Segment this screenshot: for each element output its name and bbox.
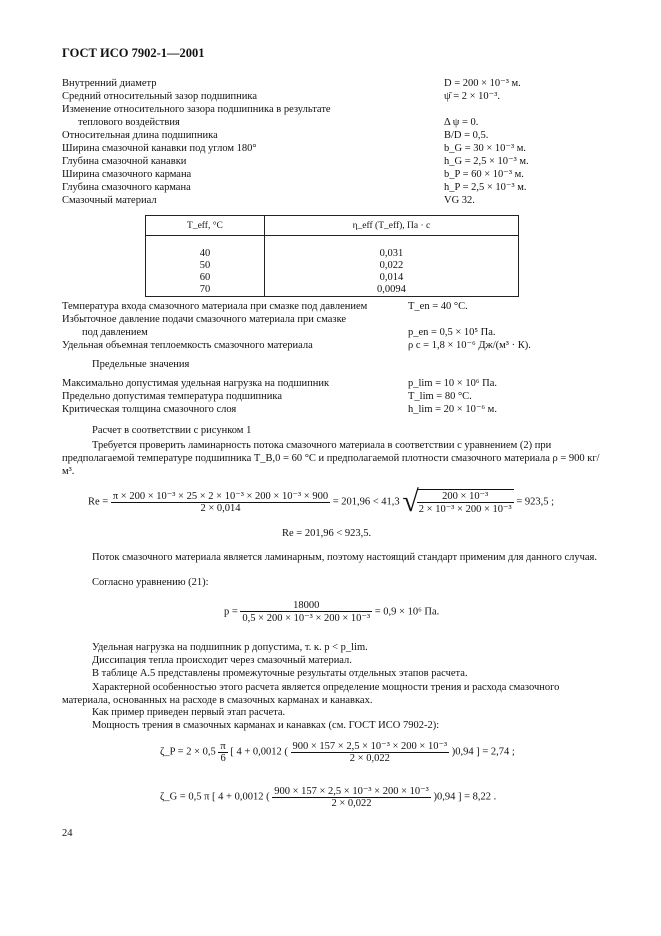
re-rhs: = 923,5 ; xyxy=(516,496,555,508)
table-row: 70 0,0094 xyxy=(146,284,519,297)
re-equation xyxy=(88,485,554,519)
param-row: Ширина смазочной канавки под углом 180° b_G = 30 × 10⁻³ м. xyxy=(62,143,527,154)
viscosity-table xyxy=(145,215,519,297)
re-fraction: $\frac{\text{π × 200 × 10⁻³ × 25 × 2 × 10⁻³ × 200 × 10⁻³ × 900}}{2 \times 0,014}$ xyxy=(112,491,329,514)
param-row: Ширина смазочного кармана b_P = 60 × 10⁻³ м. xyxy=(62,169,524,180)
param-row: теплового воздействия Δ ψ = 0. xyxy=(78,117,479,128)
param-row: Избыточное давление подачи смазочного материала при смазке xyxy=(62,314,347,325)
param-row: Глубина смазочной канавки h_G = 2,5 × 10⁻³ м. xyxy=(62,156,529,167)
note-line: Диссипация тепла происходит через смазочный материал. xyxy=(92,655,352,666)
note-line: Удельная нагрузка на подшипник p допустима, т. к. p < p_lim. xyxy=(92,642,368,653)
re-root-fraction: $\frac{\text{200 × 10⁻³}}{\text{2 × 10⁻³ × 200 × 10⁻³}}$ xyxy=(418,491,512,515)
param-row: Относительная длина подшипника B/D = 0,5. xyxy=(62,130,489,141)
limits-title: Предельные значения xyxy=(92,359,190,370)
zeta-g-equation: ζ_G = 0,5 π [ 4 + 0,0012 ( $\frac{\text{900 × 157 × 2,5 × 10⁻³ × 200 × 10⁻³}}{2 \times 0,022}$ )0,94 ] = 8,22 . xyxy=(160,786,497,809)
table-row: 50 0,022 xyxy=(146,260,519,272)
note-line: В таблице А.5 представлены промежуточные результаты отдельных этапов расчета. xyxy=(92,668,468,679)
eq21-intro: Согласно уравнению (21): xyxy=(92,577,209,588)
note-line: Как пример приведен первый этап расчета. xyxy=(92,707,286,718)
re-mid: = 201,96 < 41,3 xyxy=(332,496,400,508)
calc-paragraph: Требуется проверить ламинарность потока смазочного материала в соответствии с уравнением (2) при предполагаемой температуре подшипника T_B,0 = 60 °C и предполагаемой плотности смазочного материала ρ = 900 кг/м³. xyxy=(62,440,600,477)
table-header-row xyxy=(146,216,519,236)
note-line: Характерной особенностью этого расчета является определение мощности трения и расхода смазочного материала, основанных на расходе в смазочных карманах и канавках. xyxy=(62,682,560,706)
table-row: 40 0,031 xyxy=(146,248,519,260)
table-row: 60 0,014 xyxy=(146,272,519,284)
param-row: Предельно допустимая температура подшипника T_lim = 80 °C. xyxy=(62,391,472,402)
page-number: 24 xyxy=(62,828,73,839)
table-header-temp: T_eff, °C xyxy=(146,216,265,236)
param-row: Удельная объемная теплоемкость смазочного материала ρ c = 1,8 × 10⁻⁶ Дж/(м³ · К). xyxy=(62,340,531,351)
p-equation: p = $\frac{18000}{\text{0,5 × 200 × 10⁻³ × 200 × 10⁻³}}$ = 0,9 × 10⁶ Па. xyxy=(224,600,440,624)
table-row xyxy=(146,236,519,249)
zeta-p-equation: ζ_P = 2 × 0,5 $\frac{\pi}{6}$ [ 4 + 0,0012 ( $\frac{\text{900 × 157 × 2,5 × 10⁻³ × 200 × 10⁻³}}{2 \times 0,022}$ )0,94 ] = 2,74 ; xyxy=(160,740,515,764)
re-lhs: Re = xyxy=(88,496,109,508)
document-header: ГОСТ ИСО 7902-1—2001 xyxy=(62,46,205,60)
param-row: Глубина смазочного кармана h_P = 2,5 × 10⁻³ м. xyxy=(62,182,527,193)
flow-paragraph: Поток смазочного материала является ламинарным, поэтому настоящий стандарт применим для данного случая. xyxy=(92,552,597,563)
param-row: Средний относительный зазор подшипника ψ̄ = 2 × 10⁻³. xyxy=(62,91,500,102)
calc-title: Расчет в соответствии с рисунком 1 xyxy=(92,425,252,436)
param-row: Критическая толщина смазочного слоя h_lim = 20 × 10⁻⁶ м. xyxy=(62,404,497,415)
param-row: Максимально допустимая удельная нагрузка на подшипник p_lim = 10 × 10⁶ Па. xyxy=(62,378,497,389)
param-row: Изменение относительного зазора подшипника в результате xyxy=(62,104,331,115)
table-header-viscosity: η_eff (T_eff), Па · с xyxy=(264,216,518,236)
param-row: под давлением p_en = 0,5 × 10⁵ Па. xyxy=(82,327,496,338)
param-row: Внутренний диаметр D = 200 × 10⁻³ м. xyxy=(62,78,521,89)
re-result: Re = 201,96 < 923,5. xyxy=(282,528,372,539)
param-row: Смазочный материал VG 32. xyxy=(62,195,475,206)
note-line: Мощность трения в смазочных карманах и канавках (см. ГОСТ ИСО 7902-2): xyxy=(92,720,440,731)
p-fraction: $\frac{18000}{\text{0,5 × 200 × 10⁻³ × 200 × 10⁻³}}$ xyxy=(242,600,371,624)
sqrt-icon: √ xyxy=(402,485,419,518)
param-row: Температура входа смазочного материала при смазке под давлением T_en = 40 °C. xyxy=(62,301,468,312)
